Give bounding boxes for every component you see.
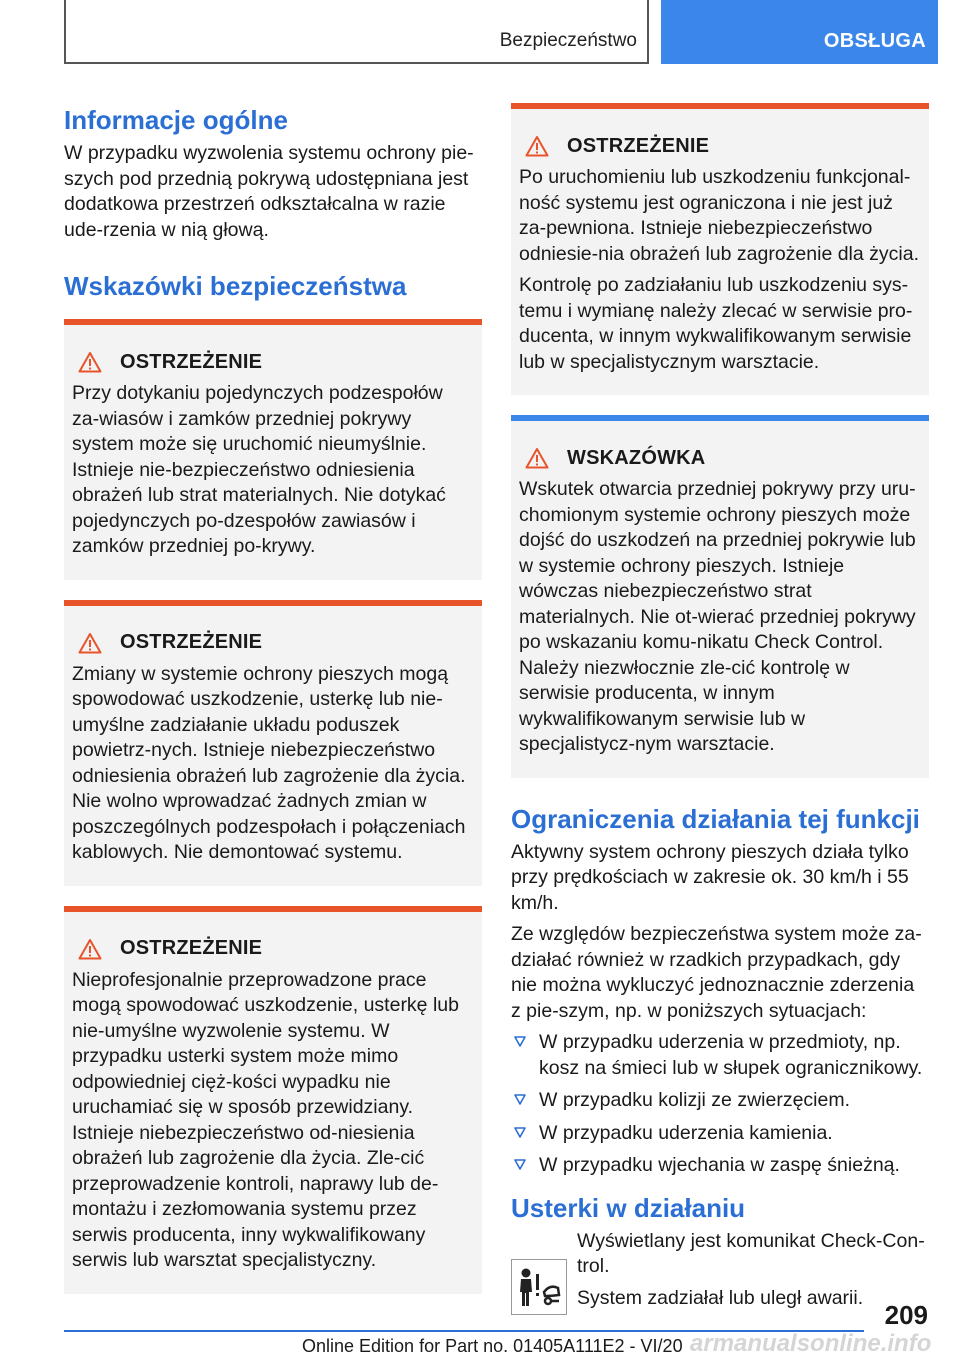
right-column [511, 103, 929, 1315]
warning-title: OSTRZEŻENIE [120, 937, 263, 959]
header-tab[interactable] [661, 0, 938, 64]
warning-title: OSTRZEŻENIE [567, 134, 710, 157]
list-item: W przypadku uderzenia kamienia. [511, 1121, 929, 1147]
warning-text: Nieprofesjonalnie przeprowadzone prace mogą spowodować uszkodzenie, usterkę lub nie-umyślne wyzwolenie systemu. W przypadku usterki system może mimo odpowiedniej cięż-kości wypadku nie uruchamiać się w sposób przewidziany. Istnieje niebezpieczeństwo od-niesienia obrażeń lub zagrożenie dla życia. Zle-cić przeprowadzenie kontroli, naprawy lub de-montażu i zezłomowania systemu przez serwis producenta, inny wykwalifikowany serwis lub warsztat specjalistyczny. [72, 968, 459, 1271]
faults-text-2: System zadziałał lub uległ awarii. [577, 1286, 864, 1309]
list-item: W przypadku uderzenia w przedmioty, np. kosz na śmieci lub w słupek ogranicznikowy. [511, 1030, 929, 1081]
warning-title: OSTRZEŻENIE [120, 631, 263, 653]
warning-notice-4 [511, 103, 929, 395]
warning-notice-1 [64, 319, 482, 580]
general-info-text: W przypadku wyzwolenia systemu ochrony pie-szych pod przednią pokrywą udostępniana jest dodatkowa przestrzeń odkształcalna w razie ude-rzenia w nią głową. [64, 142, 474, 241]
list-item: W przypadku kolizji ze zwierzęciem. [511, 1088, 929, 1114]
situation-list [511, 1030, 929, 1179]
safety-heading: Wskazówki bezpieczeństwa [64, 271, 407, 301]
warning-triangle-icon [78, 351, 102, 373]
list-item: W przypadku wjechania w zaspę śnieżną. [511, 1153, 929, 1179]
triangle-bullet-icon [513, 1092, 527, 1106]
faults-row [511, 1229, 929, 1315]
page-number: 209 [884, 1300, 928, 1330]
warning-text: Zmiany w systemie ochrony pieszych mogą spowodować uszkodzenie, usterkę lub nie-umyślne zadziałanie układu poduszek powietrz-nych. Istnieje niebezpieczeństwo odniesienia obrażeń lub zagrożenie dla życia. Nie wolno wprowadzać żadnych zmian w poszczególnych podzespołach i połączeniach kablowych. Nie demontować systemu. [72, 662, 466, 863]
hint-notice [511, 415, 929, 778]
warning-triangle-icon [525, 135, 549, 157]
triangle-bullet-icon [513, 1157, 527, 1171]
limits-heading: Ograniczenia działania tej funkcji [511, 803, 920, 834]
pedestrian-protection-icon [511, 1259, 567, 1315]
warning-text: Przy dotykaniu pojedynczych podzespołów za-wiasów i zamków przedniej pokrywy system może się uruchomić nieumyślnie. Istnieje nie-bezpieczeństwo odniesienia obrażeń lub strat materialnych. Nie dotykać pojedynczych po-dzespołów zawiasów i zamków przedniej po-krywy. [72, 382, 446, 557]
triangle-bullet-icon [513, 1034, 527, 1048]
warning-triangle-icon [78, 632, 102, 654]
faults-text-1: Wyświetlany jest komunikat Check-Con-trol. [577, 1229, 925, 1277]
triangle-bullet-icon [513, 1125, 527, 1139]
limits-text-1: Aktywny system ochrony pieszych działa tylko przy prędkościach w zakresie ok. 30 km/h i 55 km/h. [511, 840, 909, 914]
warning-title: OSTRZEŻENIE [120, 350, 263, 373]
faults-heading: Usterki w działaniu [511, 1192, 746, 1223]
header-tab-label: OBSŁUGA [823, 30, 926, 52]
warning-text-2: Kontrolę po zadziałaniu lub uszkodzeniu sys-temu i wymianę należy zlecać w serwisie pro-ducenta, w innym wykwalifikowanym serwisie lub w specjalistycznym warsztacie. [519, 274, 913, 373]
footer-edition: Online Edition for Part no. 01405A111E2 - VI/20 [302, 1336, 683, 1356]
warning-notice-3 [64, 906, 482, 1294]
limits-text-2: Ze względów bezpieczeństwa system może za-działać również w rzadkich przypadkach, gdy nie można wykluczyć jednoznacznie zderzenia z pie-szym, np. w poniższych sytuacjach: [511, 923, 922, 1022]
header-section-box [64, 0, 649, 64]
warning-triangle-icon [525, 447, 549, 469]
watermark: armanualsonline.info [690, 1330, 932, 1357]
warning-triangle-icon [78, 938, 102, 960]
hint-title: WSKAZÓWKA [567, 446, 706, 469]
header-section-title: Bezpieczeństwo [499, 30, 637, 51]
warning-text: Po uruchomieniu lub uszkodzeniu funkcjonal-ność systemu jest ograniczona i nie jest już za-pewniona. Istnieje niebezpieczeństwo odniesie-nia obrażeń lub zagrożenie dla życia. [519, 166, 919, 265]
general-info-heading: Informacje ogólne [64, 105, 288, 135]
hint-text: Wskutek otwarcia przedniej pokrywy przy uru-chomionym systemie ochrony pieszych może dojść do uszkodzeń na przedniej pokrywie lub w systemie ochrony pieszych. Istnieje wówczas niebezpieczeństwo strat materialnych. Nie ot-wierać przedniej pokrywy po wskazaniu komu-nikatu Check Control. Należy niezwłocznie zle-cić kontrolę w serwisie producenta, w innym wykwalifikowanym serwisie lub w specjalistycz-nym warsztacie. [519, 478, 916, 755]
left-column [64, 103, 482, 1294]
warning-notice-2 [64, 600, 482, 886]
